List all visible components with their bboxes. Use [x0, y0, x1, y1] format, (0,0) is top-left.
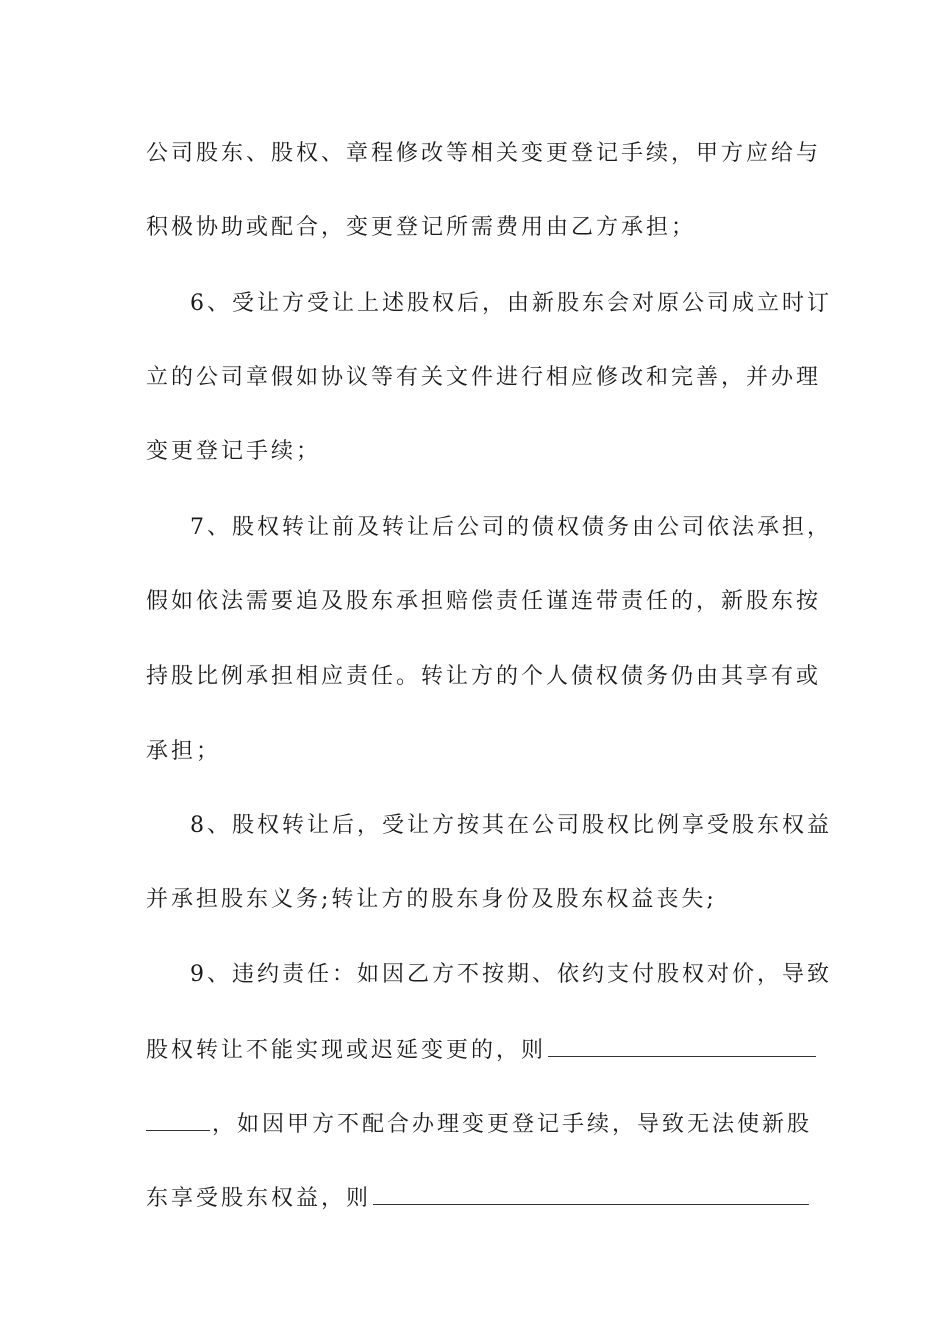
- text-line: 承担；: [146, 739, 222, 764]
- fill-blank: [548, 1030, 816, 1057]
- text-line-with-blank: [146, 1178, 806, 1218]
- text-line: 积极协助或配合，变更登记所需费用由乙方承担；: [146, 215, 697, 240]
- clause-7-line: 7、股权转让前及转让后公司的债权债务由公司依法承担，: [190, 515, 832, 540]
- clause-6-line: 6、受让方受让上述股权后，由新股东会对原公司成立时订: [190, 291, 832, 316]
- text-line: 并承担股东义务;转让方的股东身份及股东权益丧失;: [146, 887, 717, 912]
- text-line-with-blank: [146, 1030, 806, 1070]
- text-line: 持股比例承担相应责任。转让方的个人债权债务仍由其享有或: [146, 664, 822, 689]
- clause-8-line: 8、股权转让后，受让方按其在公司股权比例享受股东权益: [190, 813, 832, 838]
- text-line: 变更登记手续；: [146, 439, 322, 464]
- text-segment: 股权转让不能实现或迟延变更的，则: [146, 1038, 547, 1063]
- text-line: 公司股东、股权、章程修改等相关变更登记手续，甲方应给与: [146, 141, 822, 166]
- text-segment: 东享受股东权益，则: [146, 1186, 372, 1211]
- fill-blank: [146, 1104, 210, 1131]
- text-line: 假如依法需要追及股东承担赔偿责任谨连带责任的，新股东按: [146, 589, 822, 614]
- clause-9-line: 9、违约责任：如因乙方不按期、依约支付股权对价，导致: [190, 962, 832, 987]
- text-segment: ，如因甲方不配合办理变更登记手续，导致无法使新股: [212, 1112, 813, 1137]
- text-line: 立的公司章假如协议等有关文件进行相应修改和完善，并办理: [146, 365, 822, 390]
- fill-blank: [373, 1178, 809, 1205]
- text-line-with-blank: [146, 1104, 813, 1144]
